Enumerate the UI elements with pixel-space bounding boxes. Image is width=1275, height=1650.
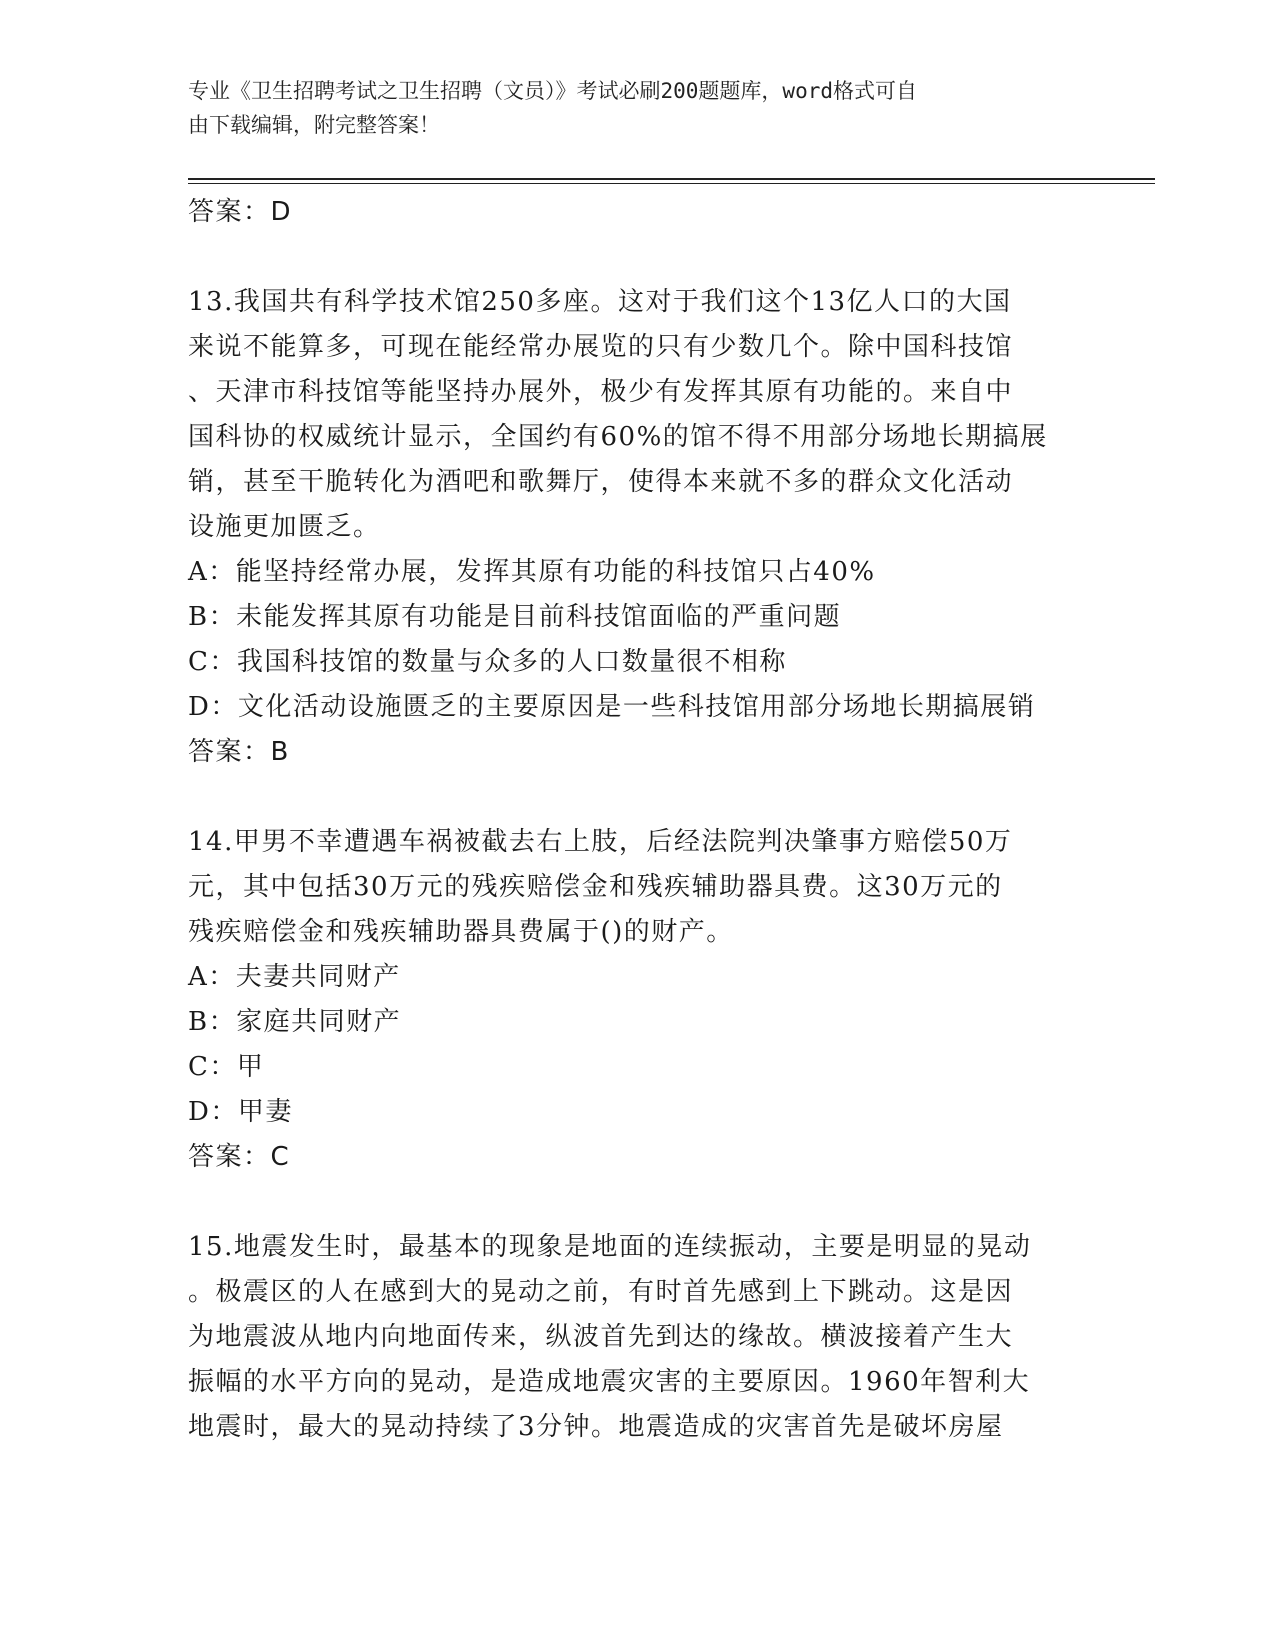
question-14 xyxy=(188,820,1088,1180)
question-stem-line: 、天津市科技馆等能坚持办展外，极少有发挥其原有功能的。来自中 xyxy=(188,377,1014,407)
option-c: C：我国科技馆的数量与众多的人口数量很不相称 xyxy=(188,647,787,677)
question-stem-line: 为地震波从地内向地面传来，纵波首先到达的缘故。横波接着产生大 xyxy=(188,1322,1014,1352)
question-stem-line: 振幅的水平方向的晃动，是造成地震灾害的主要原因。1960年智利大 xyxy=(188,1367,1031,1397)
answer-line: 答案：D xyxy=(188,197,293,227)
option-b: B：未能发挥其原有功能是目前科技馆面临的严重问题 xyxy=(188,602,842,632)
question-stem-line: 元，其中包括30万元的残疾赔偿金和残疾辅助器具费。这30万元的 xyxy=(188,872,1003,902)
header-line-2: 由下载编辑，附完整答案！ xyxy=(188,113,440,137)
question-stem-line: 。极震区的人在感到大的晃动之前，有时首先感到上下跳动。这是因 xyxy=(188,1277,1014,1307)
question-stem-line: 15.地震发生时，最基本的现象是地面的连续振动，主要是明显的晃动 xyxy=(188,1232,1032,1262)
question-stem-line: 13.我国共有科学技术馆250多座。这对于我们这个13亿人口的大国 xyxy=(188,287,1012,317)
question-stem-line: 销，甚至干脆转化为酒吧和歌舞厅，使得本来就不多的群众文化活动 xyxy=(188,467,1014,497)
question-15 xyxy=(188,1225,1088,1450)
spacer xyxy=(188,235,1088,280)
option-c: C：甲 xyxy=(188,1052,265,1082)
spacer xyxy=(188,1180,1088,1225)
answer-line: 答案：B xyxy=(188,737,290,767)
question-13 xyxy=(188,280,1088,775)
question-stem-line: 设施更加匮乏。 xyxy=(188,512,381,542)
header-line-1: 专业《卫生招聘考试之卫生招聘（文员）》考试必刷200题题库，word格式可自 xyxy=(188,79,917,103)
question-stem-line: 14.甲男不幸遭遇车祸被截去右上肢，后经法院判决肇事方赔偿50万 xyxy=(188,827,1013,857)
question-stem-line: 残疾赔偿金和残疾辅助器具费属于()的财产。 xyxy=(188,917,734,947)
question-stem-line: 来说不能算多，可现在能经常办展览的只有少数几个。除中国科技馆 xyxy=(188,332,1014,362)
spacer xyxy=(188,775,1088,820)
option-d: D：甲妻 xyxy=(188,1097,293,1127)
question-stem-line: 国科协的权威统计显示，全国约有60%的馆不得不用部分场地长期搞展 xyxy=(188,422,1048,452)
document-body xyxy=(188,190,1088,1450)
header-rule-thick xyxy=(188,178,1155,180)
option-a: A：能坚持经常办展，发挥其原有功能的科技馆只占40% xyxy=(188,557,876,587)
option-b: B：家庭共同财产 xyxy=(188,1007,402,1037)
option-a: A：夫妻共同财产 xyxy=(188,962,401,992)
document-header xyxy=(188,74,1088,142)
answer-line: 答案：C xyxy=(188,1142,291,1172)
header-rule-thin xyxy=(188,183,1155,184)
question-stem-line: 地震时，最大的晃动持续了3分钟。地震造成的灾害首先是破坏房屋 xyxy=(188,1412,1004,1442)
option-d: D：文化活动设施匮乏的主要原因是一些科技馆用部分场地长期搞展销 xyxy=(188,692,1036,722)
